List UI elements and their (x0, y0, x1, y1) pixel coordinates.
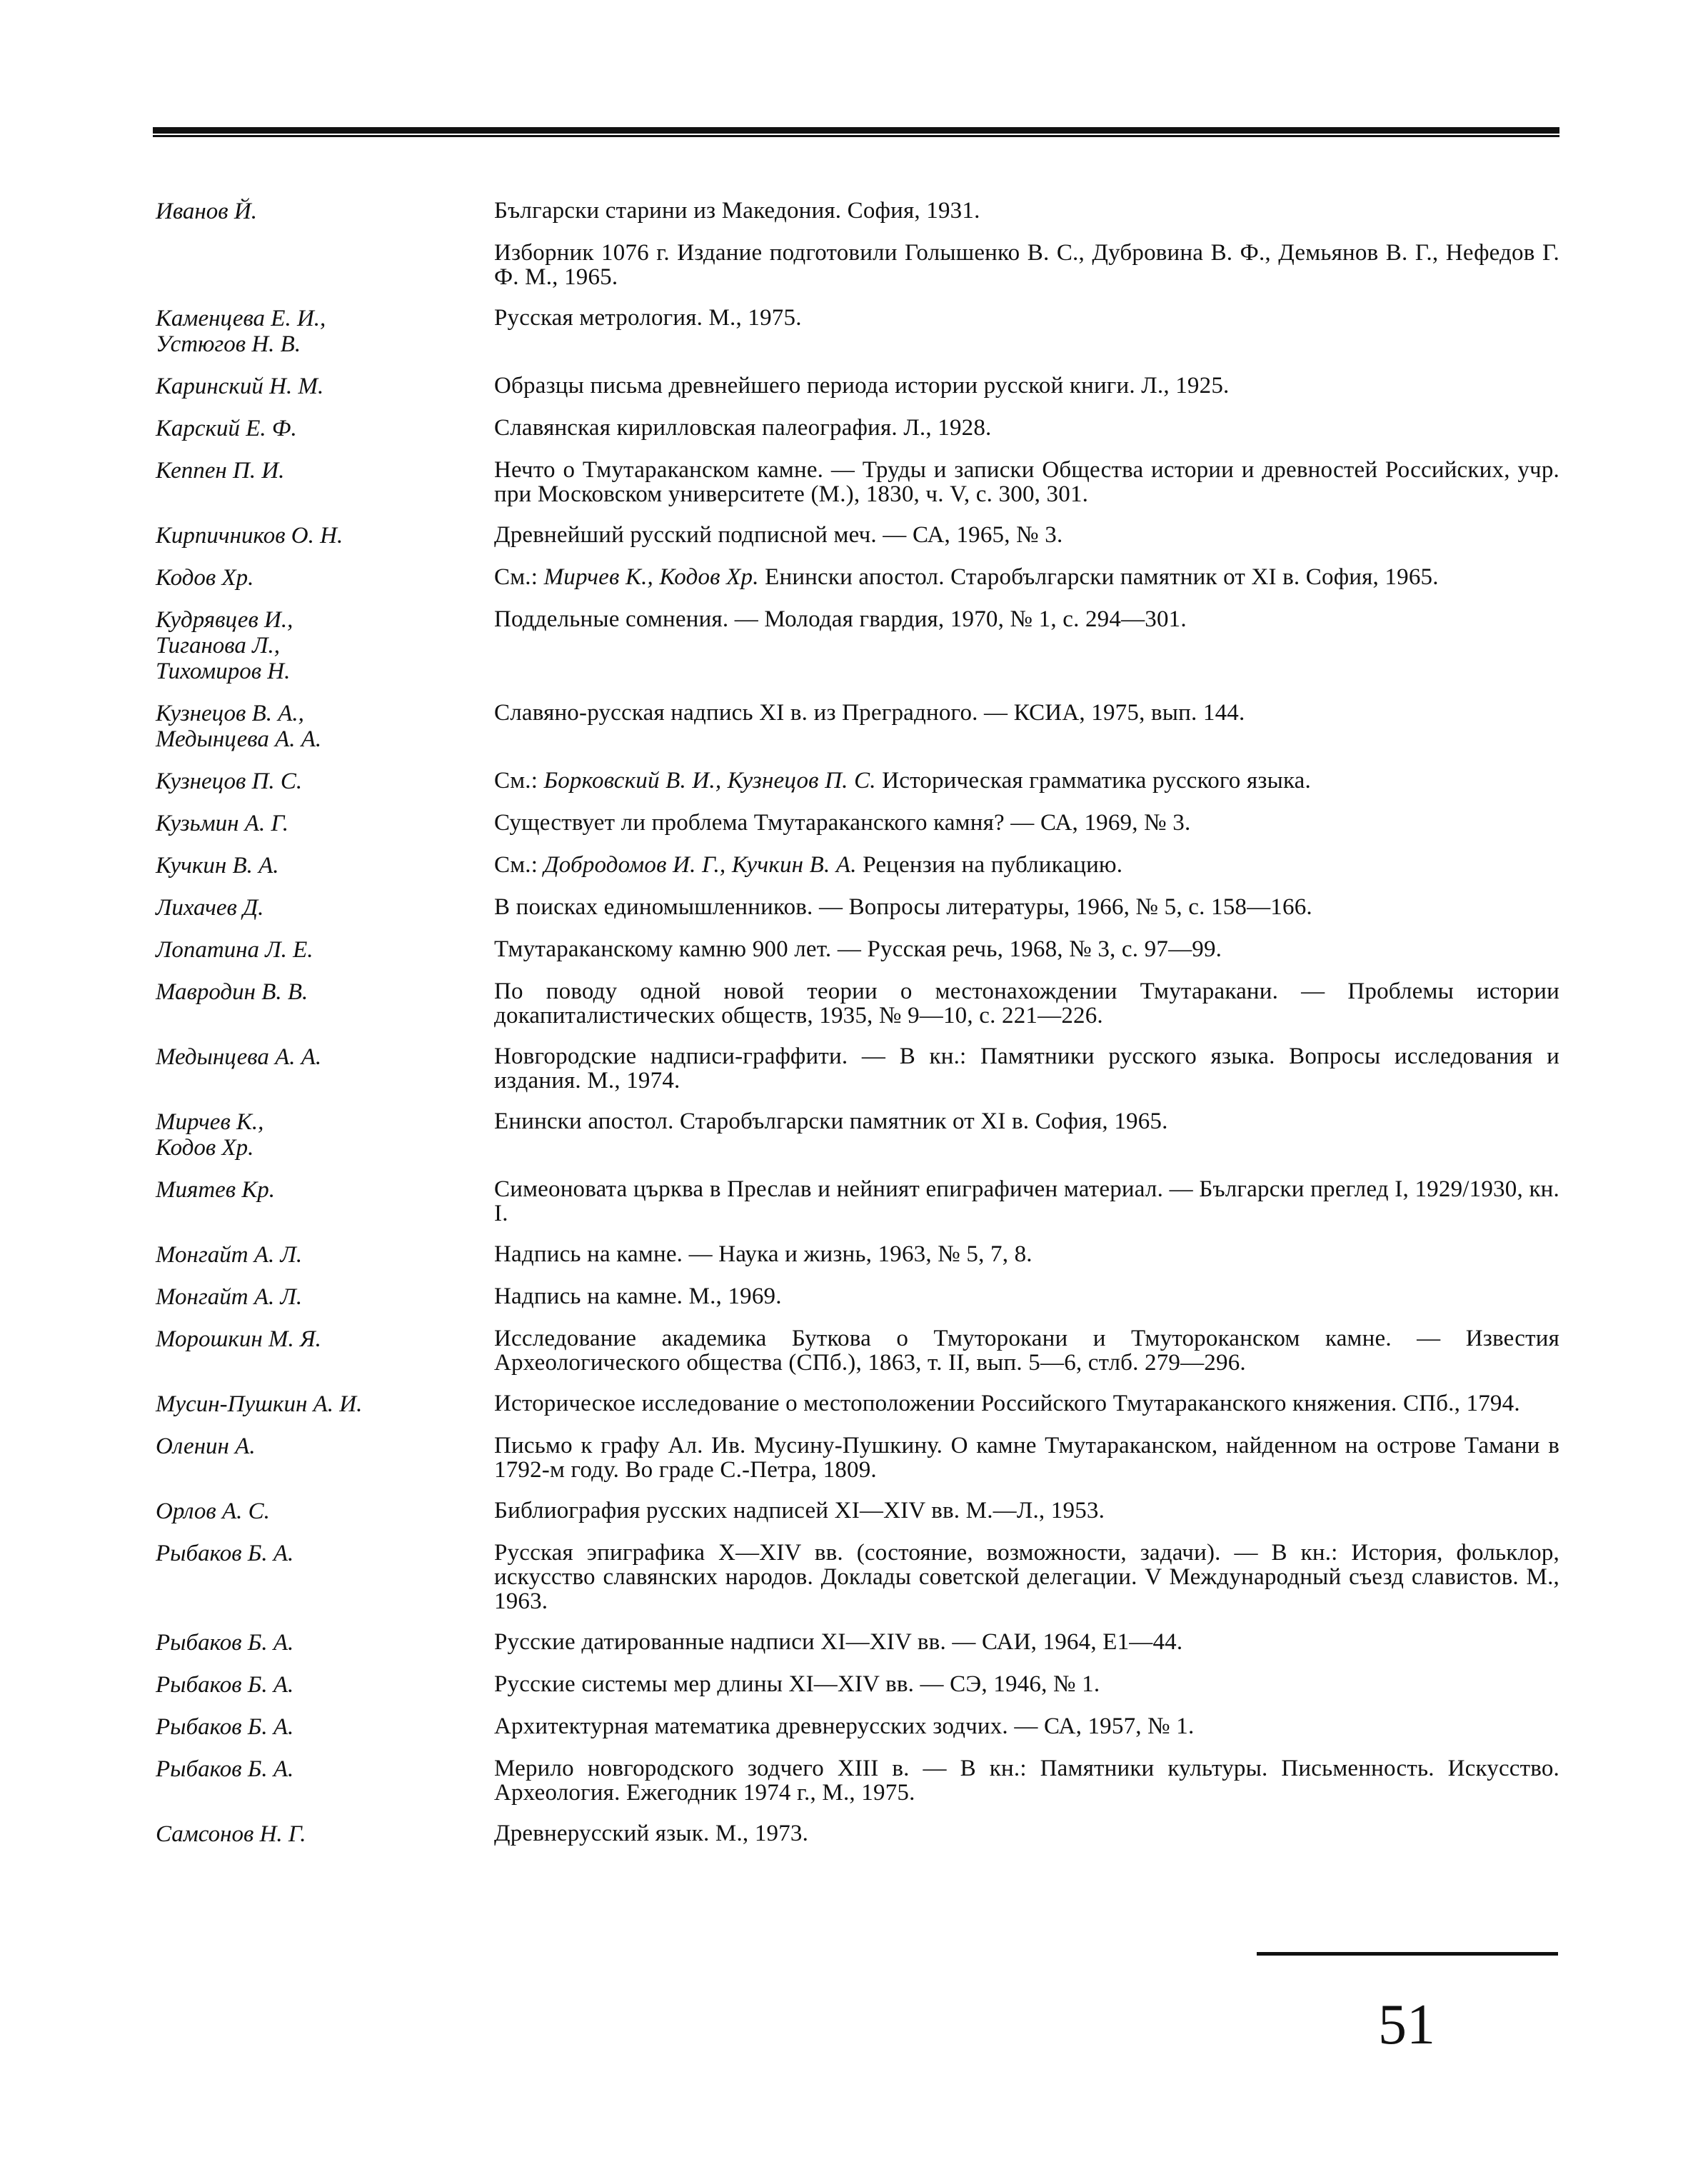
entry-author (153, 1326, 494, 1352)
author-name: Кирпичников О. Н. (156, 523, 343, 549)
bibliography-entry (153, 458, 1559, 506)
author-name: Кодов Хр. (156, 1135, 254, 1161)
work-text: Рецензия на публикацию. (856, 852, 1123, 878)
work-text: Енински апостол. Старобългарски памятник от XI в. София, 1965. (758, 564, 1439, 590)
entry-author (153, 811, 494, 836)
entry-work (494, 769, 1559, 793)
entry-work (494, 895, 1559, 919)
entry-author (153, 1433, 494, 1459)
work-italic-authors: Борковский В. И., Кузнецов П. С. (543, 768, 876, 794)
author-name: Самсонов Н. Г. (156, 1821, 306, 1847)
entry-work (494, 458, 1559, 506)
author-name: Кузьмин А. Г. (156, 811, 288, 836)
entry-author (153, 565, 494, 591)
work-prefix: См.: (494, 852, 544, 878)
page-number: 51 (1378, 1993, 1435, 2056)
entry-work (494, 701, 1559, 725)
entry-author (153, 1498, 494, 1524)
entry-work (494, 1498, 1559, 1523)
entry-work (494, 523, 1559, 547)
work-text: Русские системы мер длины XI—XIV вв. — СЭ, 1946, № 1. (494, 1671, 1100, 1697)
entry-author (153, 1756, 494, 1782)
entry-author (153, 1630, 494, 1656)
entry-work (494, 374, 1559, 398)
work-text: Мерило новгородского зодчего XIII в. — В кн.: Памятники культуры. Письменность. Искусство. Археология. Ежегодник 1974 г., М., 1975. (494, 1756, 1559, 1806)
work-text: Надпись на камне. — Наука и жизнь, 1963, № 5, 7, 8. (494, 1241, 1033, 1267)
work-italic-authors: Добродомов И. Г., Кучкин В. А. (543, 852, 857, 878)
author-name: Лихачев Д. (156, 895, 264, 921)
author-name: Устюгов Н. В. (156, 331, 301, 357)
work-text: Образцы письма древнейшего периода истории русской книги. Л., 1925. (494, 373, 1230, 399)
entry-author (153, 458, 494, 484)
entry-work (494, 937, 1559, 961)
entry-work (494, 607, 1559, 631)
entry-work (494, 1284, 1559, 1308)
work-text: Славянская кирилловская палеография. Л., 1928. (494, 415, 992, 441)
author-name: Кудрявцев И., (156, 607, 293, 633)
entry-work (494, 1541, 1559, 1613)
author-name: Тихомиров Н. (156, 659, 291, 684)
bibliography-entry (153, 1756, 1559, 1805)
work-text: Древнерусский язык. М., 1973. (494, 1821, 809, 1846)
bibliography-entry (153, 1242, 1559, 1268)
bibliography-entry (153, 241, 1559, 289)
work-text: Тмутараканскому камню 900 лет. — Русская речь, 1968, № 3, с. 97—99. (494, 936, 1222, 962)
entry-author (153, 853, 494, 879)
entry-work (494, 1714, 1559, 1738)
work-text: Енински апостол. Старобългарски памятник от XI в. София, 1965. (494, 1108, 1168, 1134)
bibliography-entry (153, 811, 1559, 836)
bibliography-entry (153, 1391, 1559, 1417)
work-prefix: См.: (494, 564, 544, 590)
bibliography-list (153, 199, 1559, 1863)
entry-author (153, 1391, 494, 1417)
bibliography-entry (153, 1109, 1559, 1161)
author-name: Кодов Хр. (156, 565, 254, 591)
work-text: Письмо к графу Ал. Ив. Мусину-Пушкину. О камне Тмутараканском, найденном на острове Тамани в 1792-м году. Во граде С.-Петра, 1809. (494, 1433, 1559, 1483)
work-text: По поводу одной новой теории о местонахождении Тмутаракани. — Проблемы истории докапиталистических обществ, 1935, № 9—10, с. 221—226. (494, 979, 1559, 1029)
entry-author (153, 1284, 494, 1310)
author-name: Медынцева А. А. (156, 726, 322, 752)
author-name: Монгайт А. Л. (156, 1242, 303, 1268)
bibliography-entry (153, 1284, 1559, 1310)
bibliography-entry (153, 1326, 1559, 1375)
bibliography-entry (153, 607, 1559, 684)
work-text: Нечто о Тмутараканском камне. — Труды и записки Общества истории и древностей Российских, учр. при Московском университете (М.), 1830, ч. V, с. 300, 301. (494, 457, 1559, 507)
entry-work (494, 1391, 1559, 1416)
entry-author (153, 1672, 494, 1698)
entry-work (494, 565, 1559, 589)
entry-work (494, 1242, 1559, 1266)
work-text: Симеоновата църква в Преслав и нейният епиграфичен материал. — Български преглед I, 1929/1930, кн. I. (494, 1176, 1559, 1226)
entry-work (494, 1109, 1559, 1133)
work-text: Изборник 1076 г. Издание подготовили Голышенко В. С., Дубровина В. Ф., Демьянов В. Г., Нефедов Г. Ф. М., 1965. (494, 240, 1559, 290)
entry-work (494, 1672, 1559, 1696)
author-name: Орлов А. С. (156, 1498, 270, 1524)
work-prefix: См.: (494, 768, 544, 794)
entry-author (153, 199, 494, 224)
entry-work (494, 853, 1559, 877)
work-text: Надпись на камне. М., 1969. (494, 1283, 782, 1309)
entry-author (153, 701, 494, 752)
bibliography-entry (153, 1714, 1559, 1740)
work-text: Историческая грамматика русского языка. (875, 768, 1311, 794)
work-text: Русская метрология. М., 1975. (494, 305, 802, 331)
entry-author (153, 607, 494, 684)
author-name: Рыбаков Б. А. (156, 1541, 294, 1566)
entry-author (153, 241, 494, 266)
bibliography-entry (153, 374, 1559, 399)
work-text: Русская эпиграфика X—XIV вв. (состояние, возможности, задачи). — В кн.: История, фольклор, искусство славянских народов. Доклады советской делегации. V Международный съезд славистов. М., 1963. (494, 1540, 1559, 1614)
author-name: Иванов Й. (156, 199, 257, 224)
work-italic-authors: Мирчев К., Кодов Хр. (543, 564, 759, 590)
author-name: Каменцева Е. И., (156, 306, 326, 331)
work-text: Русские датированные надписи XI—XIV вв. — САИ, 1964, Е1—44. (494, 1629, 1183, 1655)
entry-author (153, 1109, 494, 1161)
entry-author (153, 523, 494, 549)
entry-author (153, 1044, 494, 1070)
author-name (156, 241, 494, 266)
bibliography-entry (153, 769, 1559, 794)
entry-author (153, 769, 494, 794)
work-text: Български старини из Македония. София, 1931. (494, 198, 980, 224)
bibliography-entry (153, 306, 1559, 357)
bibliography-entry (153, 1821, 1559, 1847)
author-name: Карский Е. Ф. (156, 416, 297, 441)
top-rule-thick (153, 127, 1559, 134)
author-name: Кузнецов В. А., (156, 701, 304, 726)
bibliography-entry (153, 895, 1559, 921)
bibliography-entry (153, 853, 1559, 879)
author-name: Оленин А. (156, 1433, 256, 1459)
entry-author (153, 306, 494, 357)
bibliography-entry (153, 199, 1559, 224)
entry-work (494, 1756, 1559, 1805)
work-text: Библиография русских надписей XI—XIV вв. М.—Л., 1953. (494, 1498, 1105, 1523)
author-name: Кеппен П. И. (156, 458, 285, 484)
work-text: Новгородские надписи-граффити. — В кн.: Памятники русского языка. Вопросы исследования и издания. М., 1974. (494, 1044, 1559, 1093)
author-name: Рыбаков Б. А. (156, 1630, 294, 1656)
author-name: Мусин-Пушкин А. И. (156, 1391, 363, 1417)
entry-work (494, 979, 1559, 1028)
bibliography-entry (153, 979, 1559, 1028)
entry-author (153, 895, 494, 921)
author-name: Тиганова Л., (156, 633, 281, 659)
bibliography-entry (153, 1433, 1559, 1482)
work-text: Славяно-русская надпись XI в. из Преградного. — КСИА, 1975, вып. 144. (494, 700, 1245, 726)
entry-author (153, 937, 494, 963)
author-name: Миятев Кр. (156, 1177, 276, 1203)
author-name: Рыбаков Б. А. (156, 1714, 294, 1740)
work-text: Древнейший русский подписной меч. — СА, 1965, № 3. (494, 522, 1063, 548)
bibliography-entry (153, 937, 1559, 963)
bibliography-entry (153, 523, 1559, 549)
work-text: Поддельные сомнения. — Молодая гвардия, 1970, № 1, с. 294—301. (494, 606, 1187, 632)
entry-work (494, 1821, 1559, 1846)
entry-work (494, 241, 1559, 289)
entry-work (494, 811, 1559, 835)
author-name: Рыбаков Б. А. (156, 1672, 294, 1698)
entry-author (153, 1714, 494, 1740)
author-name: Лопатина Л. Е. (156, 937, 313, 963)
top-rule-thin (153, 135, 1559, 137)
work-text: Архитектурная математика древнерусских зодчих. — СА, 1957, № 1. (494, 1713, 1195, 1739)
author-name: Рыбаков Б. А. (156, 1756, 294, 1782)
entry-author (153, 979, 494, 1005)
bibliography-entry (153, 1177, 1559, 1226)
author-name: Мирчев К., (156, 1109, 264, 1135)
entry-work (494, 306, 1559, 330)
author-name: Кучкин В. А. (156, 853, 279, 879)
entry-work (494, 1326, 1559, 1375)
bibliography-entry (153, 565, 1559, 591)
work-text: Исследование академика Буткова о Тмуторокани и Тмутороканском камне. — Известия Археологического общества (СПб.), 1863, т. II, вып. 5—6, стлб. 279—296. (494, 1326, 1559, 1376)
bibliography-entry (153, 416, 1559, 441)
entry-work (494, 416, 1559, 440)
work-text: Существует ли проблема Тмутараканского камня? — СА, 1969, № 3. (494, 810, 1191, 836)
entry-author (153, 374, 494, 399)
author-name: Медынцева А. А. (156, 1044, 322, 1070)
bottom-rule (1257, 1952, 1558, 1956)
entry-author (153, 416, 494, 441)
author-name: Мавродин В. В. (156, 979, 308, 1005)
entry-author (153, 1821, 494, 1847)
entry-work (494, 1177, 1559, 1226)
author-name: Кузнецов П. С. (156, 769, 303, 794)
bibliography-entry (153, 1498, 1559, 1524)
entry-work (494, 1044, 1559, 1093)
top-double-rule (153, 127, 1559, 137)
bibliography-entry (153, 1630, 1559, 1656)
work-text: Историческое исследование о местоположении Российского Тмутараканского княжения. СПб., 1794. (494, 1391, 1520, 1416)
bibliography-entry (153, 1672, 1559, 1698)
bibliography-entry (153, 701, 1559, 752)
author-name: Морошкин М. Я. (156, 1326, 321, 1352)
bibliography-entry (153, 1044, 1559, 1093)
work-text: В поисках единомышленников. — Вопросы литературы, 1966, № 5, с. 158—166. (494, 894, 1312, 920)
author-name: Монгайт А. Л. (156, 1284, 303, 1310)
bibliography-entry (153, 1541, 1559, 1613)
entry-author (153, 1177, 494, 1203)
author-name: Каринский Н. М. (156, 374, 324, 399)
entry-work (494, 199, 1559, 223)
entry-author (153, 1541, 494, 1566)
entry-work (494, 1630, 1559, 1654)
entry-work (494, 1433, 1559, 1482)
entry-author (153, 1242, 494, 1268)
